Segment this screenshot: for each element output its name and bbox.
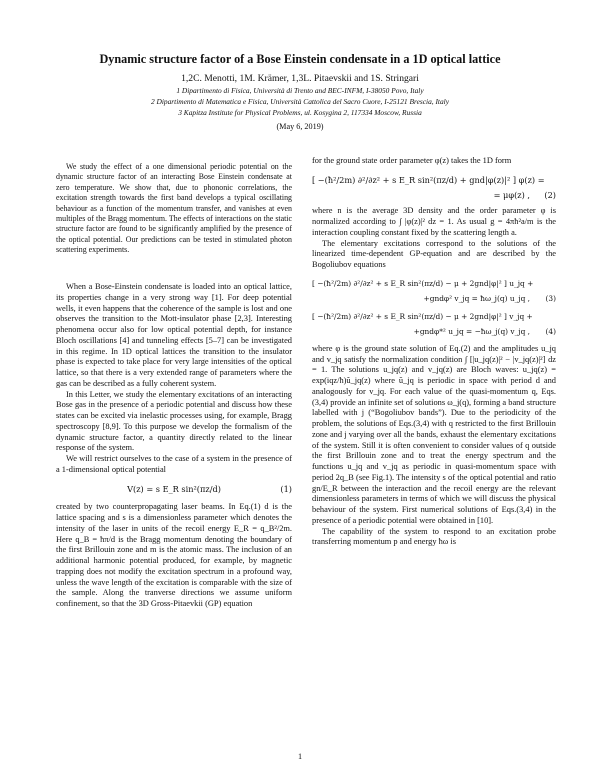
equation-line: = μφ(z) , — [493, 189, 530, 200]
paragraph: We will restrict ourselves to the case of a system in the presence of a 1-dimensional optical potential — [56, 454, 292, 474]
right-column — [312, 156, 556, 548]
affiliation-3: 3 Kapitza Institute for Physical Problems, ul. Kosygina 2, 117334 Moscow, Russia — [178, 108, 422, 117]
equation-number: (3) — [545, 293, 556, 303]
paragraph: for the ground state order parameter φ(z) takes the 1D form — [312, 156, 512, 165]
equation-line: +gndφ*² u_jq = −ħω_j(q) v_jq , — [413, 327, 530, 336]
equation-3 — [312, 279, 556, 305]
equation-1 — [56, 484, 292, 495]
page-number: 1 — [297, 752, 303, 761]
affiliation-1: 1 Dipartimento di Fisica, Università di Trento and BEC-INFM, I-38050 Povo, Italy — [176, 86, 424, 95]
affiliation-2: 2 Dipartimento di Matematica e Fisica, Università Cattolica del Sacro Cuore, I-25121 Brescia, Italy — [150, 97, 450, 106]
paragraph: where n is the average 3D density and the order parameter φ is normalized according to ∫ |φ(z)|² dz = 1. As usual g = 4πħ²a/m is the interaction coupling constant fixed by the scattering length a. — [312, 206, 556, 237]
paragraph: When a Bose-Einstein condensate is loaded into an optical lattice, its properties change in a very strong way [1]. For deep potential wells, it even happens that the coherence of the sample is lost and one observes the transition to the Mott-insulator phase [2,3]. Interesting phenomena occur also for low optical potential depth, for instance Bloch oscillations [4] and tunneling effects [5–7] can be investigated in this regime. In 1D optical lattices the transition to the insulator phase is expected to take place for very large intensities of the optical lattice, so that there is a very extended range of parameters where the gas can be described as a fully coherent system. — [56, 282, 292, 388]
author-list: 1,2C. Menotti, 1M. Krämer, 1,3L. Pitaevskii and 1S. Stringari — [181, 73, 419, 84]
paragraph: where φ is the ground state solution of Eq.(2) and the amplitudes u_jq and v_jq satisfy the normalization condition ∫ [|u_jq(z)|² − |v_jq(z)|²] dz = 1. The solutions u_jq(z) and v_jq(z) are Bloch waves: u_jq(z) = exp(iqz/ħ)ũ_jq(z) where ũ_jq is periodic in space with period d and analogously for v_jq. For each value of the quasi-momentum q, Eqs.(3,4) provide an infinite set of solutions ω_j(q), forming a band structure labelled with j (“Bogoliubov bands”). Due to the periodicity of the problem, the solutions of Eqs.(3,4) with q restricted to the first Brillouin zone and j varying over all the bands, exhaust the elementary excitations of the system. Still it is often convenient to consider values of q outside the first Brillouin zone and to treat the energy spectrum and the functions u_jq and v_jq as periodic in quasi-momentum space with period 2q_B (see Fig.1). The intensity s of the optical potential and ratio gn/E_R between the interaction and the recoil energy are the relevant dimensionless parameters in terms of which we will discuss the physical behaviour of the system. First numerical solutions of Eqs.(3,4) in the presence of a periodic potential were obtained in [10]. — [312, 343, 556, 525]
equation-line: +gndφ² v_jq = ħω_j(q) u_jq , — [423, 293, 530, 303]
left-column — [56, 282, 292, 610]
equation-number: (4) — [545, 327, 556, 336]
equation-number: (1) — [280, 483, 292, 494]
equation-number: (2) — [544, 189, 556, 200]
paragraph: The elementary excitations correspond to the solutions of the linearized time-dependent GP-equation and are described by the Bogoliubov equations — [312, 238, 556, 269]
equation-line: [ −(ħ²/2m) ∂²/∂z² + s E_R sin²(πz/d) − μ + 2gnd|φ|² ] u_jq + — [312, 278, 534, 288]
date: (May 6, 2019) — [276, 122, 324, 131]
equation-line: [ −(ħ²/2m) ∂²/∂z² + s E_R sin²(πz/d) + gnd|φ(z)|² ] φ(z) = — [312, 174, 545, 185]
equation-body: V(z) = s E_R sin²(πz/d) — [127, 483, 221, 494]
equation-line: [ −(ħ²/2m) ∂²/∂z² + s E_R sin²(πz/d) − μ + 2gnd|φ|² ] v_jq + — [312, 312, 533, 322]
abstract: We study the effect of a one dimensional periodic potential on the dynamic structure factor of an interacting Bose Einstein condensate at zero temperature. We show that, due to phononic correlations, the excitation strength towards the first band develops a typical oscillating behaviour as a function of the momentum transfer, and vanishes at even multiples of the Bragg momentum. The effects of interactions on the static structure factor are found to be significantly amplified by the presence of the optical potential. Our predictions can be tested in stimulated photon scattering experiments. — [56, 162, 292, 255]
equation-2 — [312, 175, 556, 201]
equation-4 — [312, 312, 556, 338]
paragraph: created by two counterpropagating laser beams. In Eq.(1) d is the lattice spacing and s is a dimensionless parameter which denotes the intensity of the laser in units of the recoil energy E_R = q_B²/2m. Here q_B = ħπ/d is the Bragg momentum denoting the boundary of the first Brillouin zone and m is the atomic mass. The inclusion of an additional harmonic potential produced, for example, by magnetic trapping does not modify the excitation spectrum in a profound way, unless the wave length of the excitation is comparable with the size of the sample. Along the tranverse directions we assume uniform confinement, so that the 3D Gross-Pitaevkii (GP) equation — [56, 502, 292, 608]
paper-title: Dynamic structure factor of a Bose Einstein condensate in a 1D optical lattice — [99, 52, 501, 66]
paragraph: In this Letter, we study the elementary excitations of an interacting Bose gas in the presence of a periodic potential and discuss how these states can be excited via inelastic processes using, for example, Bragg spectroscopy [8,9]. To this purpose we develop the formalism of the dynamic structure factor, a quantity directly related to the linear response of the system. — [56, 389, 292, 453]
paragraph: The capability of the system to respond to an excitation probe transferring momentum p and energy ħω is — [312, 526, 556, 547]
